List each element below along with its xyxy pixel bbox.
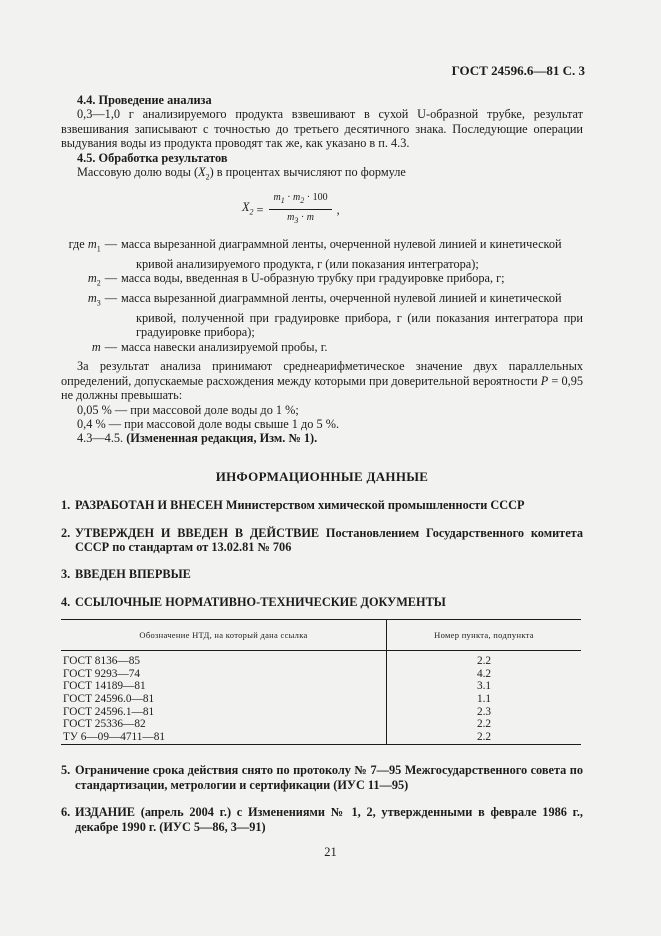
info-item-1: 1. РАЗРАБОТАН И ВНЕСЕН Министерством химической промышленности СССР: [61, 498, 525, 513]
variable-definitions: [61, 237, 583, 360]
page-content: [61, 93, 583, 847]
definition-m2: $m_2$ — масса воды, введенная в U-образную трубку при градуировке прибора, г;: [87, 270, 505, 288]
table-row: ГОСТ 25336—82 2.2: [63, 718, 492, 731]
definition-m1: где $m_1$ — масса вырезанной диаграммной ленты, очерченной нулевой линией и кинетической: [68, 236, 562, 254]
table-row: ГОСТ 9293—74 4.2: [63, 667, 492, 680]
tolerance-line-2: 0,4 % — при массовой доле воды свыше 1 до 5 %.: [77, 416, 340, 431]
section-4-5-heading: 4.5. Обработка результатов: [77, 150, 228, 165]
section-4-5-intro: Массовую долю воды $(X_2)$ в процентах вычисляют по формуле: [77, 165, 406, 182]
table-header-document: Обозначение НТД, на который дана ссылка: [61, 620, 387, 651]
table-row: ГОСТ 8136—85 2.2: [61, 651, 581, 668]
table-header-clause: Номер пункта, подпункта: [387, 620, 582, 651]
water-fraction-formula: [242, 191, 583, 229]
info-item-5: 5. Ограничение срока действия снято по протоколу № 7—95 Межгосударственного совета по стандартизации, метрологии и сертификации (ИУС 11—95): [61, 763, 583, 792]
formula-equals: =: [256, 202, 264, 217]
table-row: ТУ 6—09—4711—81 2.2: [61, 731, 581, 745]
table-row: ГОСТ 24596.0—81 1.1: [63, 693, 492, 706]
page-number: 21: [324, 845, 337, 859]
result-paragraph: За результат анализа принимают среднеарифметическое значение двух параллельных определений, допускаемые расхождения между которыми при доверительной вероятности P = 0,95 не должны превышать:: [61, 359, 583, 403]
table-row: ГОСТ 14189—81 3.1: [63, 680, 492, 693]
section-4-4-heading: 4.4. Проведение анализа: [77, 93, 212, 107]
definition-m1-cont: кривой анализируемого продукта, г (или показания интегратора);: [136, 256, 479, 271]
tolerance-line-1: 0,05 % — при массовой доле воды до 1 %;: [77, 402, 299, 417]
table-header-row: [61, 620, 581, 651]
reference-documents-table: [61, 619, 581, 745]
info-item-3: 3. ВВЕДЕН ВПЕРВЫЕ: [61, 567, 191, 582]
table-row: ГОСТ 24596.1—81 2.3: [63, 705, 492, 718]
formula-fraction: [269, 191, 331, 229]
section-4-4-body: 0,3—1,0 г анализируемого продукта взвешивают в сухой U-образной трубке, результат взвешивания записывают с точностью до третьего десятичного знака. Последующие операции выдувания воды из продукта проводят так же, как указано в п. 4.3.: [61, 107, 583, 151]
edition-note: 4.3—4.5. (Измененная редакция, Изм. № 1).: [77, 431, 318, 446]
formula-comma: ,: [336, 202, 340, 217]
formula-numerator: $m_1 \cdot m_2 \cdot 100$: [269, 191, 331, 210]
page-header: ГОСТ 24596.6—81 С. 3: [451, 63, 585, 78]
formula-lhs: $X_2$: [242, 199, 254, 217]
definition-m3: $m_3$ — масса вырезанной диаграммной ленты, очерченной нулевой линией и кинетической: [87, 290, 562, 308]
info-title: ИНФОРМАЦИОННЫЕ ДАННЫЕ: [215, 468, 429, 484]
definition-m: m — масса навески анализируемой пробы, г.: [91, 339, 328, 354]
info-item-2: 2. УТВЕРЖДЕН И ВВЕДЕН В ДЕЙСТВИЕ Постановлением Государственного комитета СССР по стандартам от 13.02.81 № 706: [61, 525, 583, 555]
definition-m3-cont: кривой, полученной при градуировке прибора, г (или показания интегратора при градуировке прибора);: [136, 310, 583, 340]
info-item-6: 6. ИЗДАНИЕ (апрель 2004 г.) с Изменениями № 1, 2, утвержденными в феврале 1986 г., декабре 1990 г. (ИУС 5—86, 3—91): [61, 805, 583, 834]
info-item-4: 4. ССЫЛОЧНЫЕ НОРМАТИВНО-ТЕХНИЧЕСКИЕ ДОКУМЕНТЫ: [61, 594, 446, 609]
formula-denominator: $m_3 \cdot m$: [287, 212, 314, 226]
